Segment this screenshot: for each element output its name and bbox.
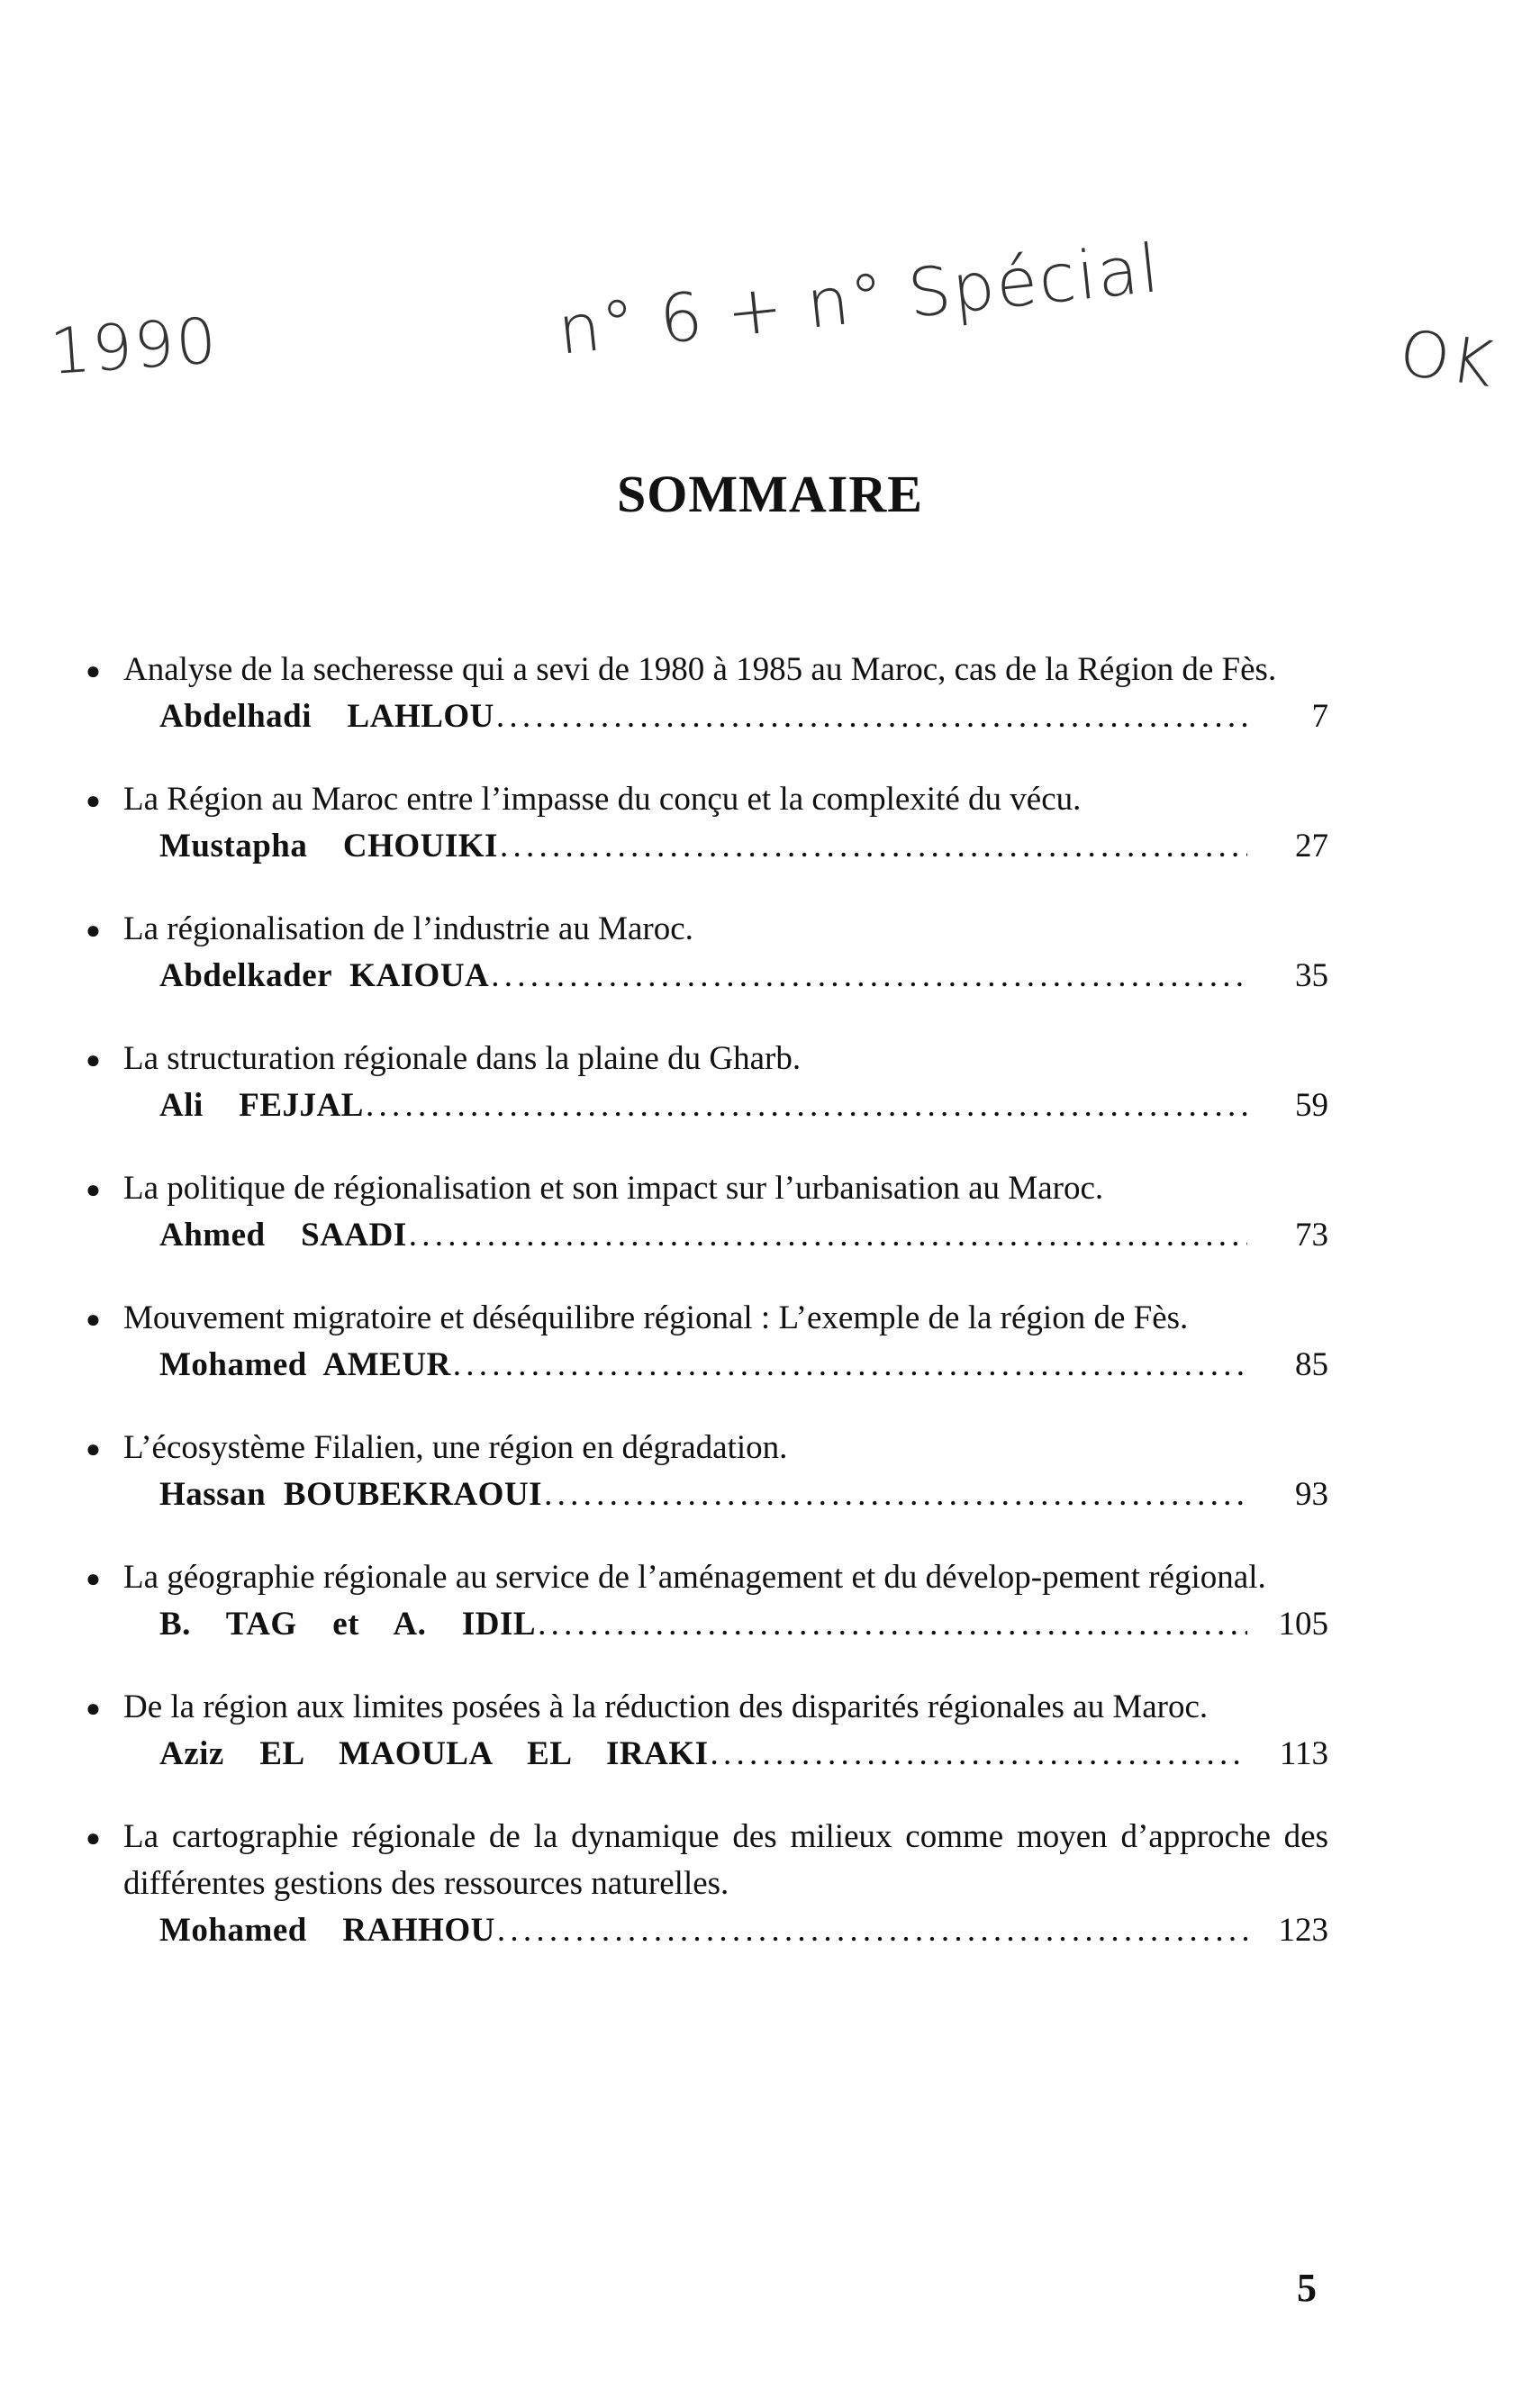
table-of-contents (86, 647, 1328, 1990)
entry-author: Ali FEJJAL (159, 1087, 364, 1124)
dot-leader (491, 953, 1247, 1000)
entry-author: Ahmed SAADI (159, 1217, 407, 1254)
entry-page-number: 73 (1295, 1217, 1328, 1254)
entry-author: Aziz EL MAOULA EL IRAKI (159, 1735, 709, 1772)
author-line (159, 953, 1328, 1000)
toc-entry (86, 1425, 1328, 1518)
bullet-icon: ● (86, 1046, 101, 1074)
toc-entry (86, 647, 1328, 740)
dot-leader (500, 823, 1247, 870)
entry-author: Mohamed AMEUR (159, 1346, 451, 1383)
entry-title: La structuration régionale dans la plaine du Gharb. (123, 1040, 802, 1077)
entry-page-number: 85 (1295, 1346, 1328, 1383)
bullet-icon: ● (86, 1565, 101, 1593)
dot-leader (409, 1212, 1247, 1259)
entry-page-number: 59 (1295, 1087, 1328, 1124)
entry-page-number: 113 (1279, 1735, 1328, 1772)
dot-leader (544, 1471, 1247, 1518)
dot-leader (366, 1082, 1247, 1129)
entry-page-number: 27 (1295, 828, 1328, 865)
handwritten-year-note: 1990 (48, 303, 221, 389)
entry-author: Hassan BOUBEKRAOUI (159, 1476, 543, 1513)
entry-title: Mouvement migratoire et déséquilibre régional : L’exemple de la région de Fès. (123, 1299, 1189, 1336)
bullet-icon: ● (86, 787, 101, 815)
author-line (159, 1471, 1328, 1518)
bullet-icon: ● (86, 1824, 101, 1852)
page-title: SOMMAIRE (617, 465, 923, 523)
toc-entry (86, 1684, 1328, 1778)
toc-entry (86, 1814, 1328, 1954)
entry-page-number: 7 (1311, 698, 1328, 735)
bullet-icon: ● (86, 917, 101, 945)
toc-entry (86, 906, 1328, 1000)
dot-leader (538, 1601, 1247, 1648)
bullet-icon: ● (86, 657, 101, 685)
toc-entry (86, 1554, 1328, 1648)
author-line (159, 1082, 1328, 1129)
entry-page-number: 93 (1295, 1476, 1328, 1513)
handwritten-issue-note: n° 6 + n° Spécial (554, 230, 1164, 370)
entry-title: De la région aux limites posées à la réduction des disparités régionales au Maroc. (123, 1688, 1209, 1725)
toc-entry (86, 1295, 1328, 1389)
entry-title: L’écosystème Filalien, une région en dégradation. (123, 1429, 788, 1466)
entry-author: Mustapha CHOUIKI (159, 828, 498, 865)
author-line (159, 1601, 1328, 1648)
folio-page-number: 5 (1297, 2266, 1317, 2310)
dot-leader (496, 693, 1247, 740)
entry-title: La régionalisation de l’industrie au Maroc. (123, 910, 693, 947)
entry-author: B. TAG et A. IDIL (159, 1606, 537, 1643)
author-line (159, 693, 1328, 740)
bullet-icon: ● (86, 1695, 101, 1723)
entry-page-number: 105 (1278, 1606, 1328, 1643)
toc-entry (86, 1036, 1328, 1129)
bullet-icon: ● (86, 1435, 101, 1463)
author-line (159, 1907, 1328, 1954)
toc-entry (86, 1165, 1328, 1259)
entry-title: La géographie régionale au service de l’aménagement et du dévelop-pement régional. (123, 1559, 1266, 1596)
entry-title: Analyse de la secheresse qui a sevi de 1980 à 1985 au Maroc, cas de la Région de Fès. (123, 651, 1277, 688)
entry-author: Mohamed RAHHOU (159, 1912, 495, 1949)
entry-author: Abdelhadi LAHLOU (159, 698, 494, 735)
entry-title: La politique de régionalisation et son impact sur l’urbanisation au Maroc. (123, 1170, 1104, 1207)
handwritten-ok-note: OK (1395, 315, 1499, 403)
entry-title: La Région au Maroc entre l’impasse du conçu et la complexité du vécu. (123, 781, 1082, 818)
author-line (159, 1342, 1328, 1389)
entry-author: Abdelkader KAIOUA (159, 957, 490, 994)
author-line (159, 1731, 1328, 1778)
dot-leader (711, 1731, 1248, 1778)
bullet-icon: ● (86, 1176, 101, 1204)
author-line (159, 823, 1328, 870)
toc-entry (86, 776, 1328, 870)
bullet-icon: ● (86, 1306, 101, 1334)
dot-leader (453, 1342, 1247, 1389)
entry-page-number: 123 (1278, 1912, 1328, 1949)
entry-title: La cartographie régionale de la dynamique des milieux comme moyen d’approche des différentes gestions des ressources naturelles. (123, 1818, 1328, 1902)
author-line (159, 1212, 1328, 1259)
entry-page-number: 35 (1295, 957, 1328, 994)
dot-leader (497, 1907, 1247, 1954)
